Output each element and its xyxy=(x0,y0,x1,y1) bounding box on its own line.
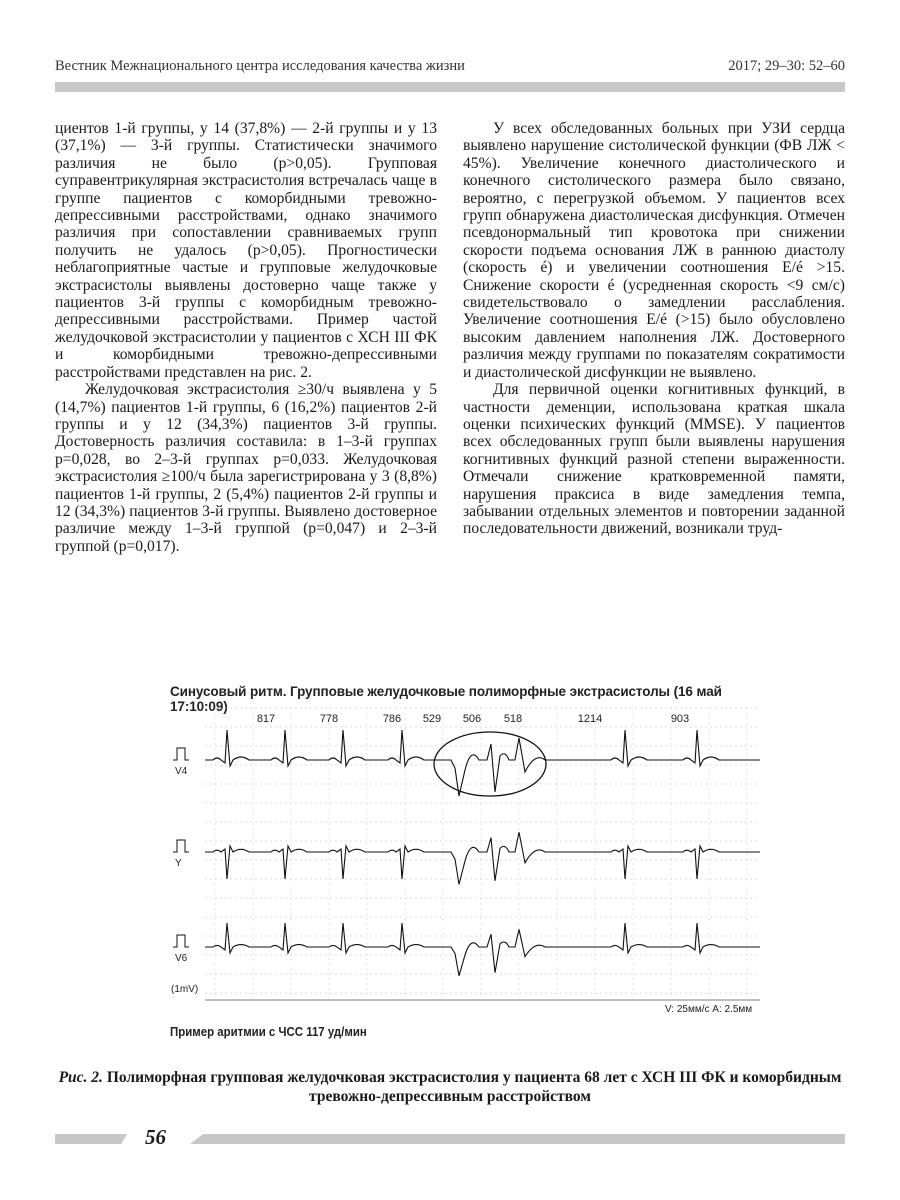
calibration-pulse xyxy=(173,935,189,947)
issue-info: 2017; 29–30: 52–60 xyxy=(728,58,845,74)
lead-labels xyxy=(173,748,189,964)
figure-note: Пример аритмии с ЧСС 117 уд/мин xyxy=(170,1024,367,1039)
page-number: 56 xyxy=(145,1125,166,1149)
right-column xyxy=(463,120,845,538)
ecg-figure xyxy=(165,684,760,1044)
ecg-traces xyxy=(205,730,760,976)
ecg-trace-v6 xyxy=(205,923,760,976)
ecg-trace-y xyxy=(205,832,760,884)
rr-interval-label: 529 xyxy=(422,713,442,725)
running-header xyxy=(55,58,845,80)
paragraph: У всех обследованных больных при УЗИ сердца выявлено нарушение систолической функции (ФВ ЛЖ < 45%). Увеличение конечного диастолического и конечного систолического размера было связано, вероятно, с перегрузкой объемом. У пациентов всех групп обнаружена диастолическая дисфункция. Отмечен псевдонормальный тип кровотока при снижении скорости подъема основания ЛЖ в раннюю диастолу (скорость é) и увеличении соотношения E/é >15. Снижение скорости é (усредненная скорость <9 см/с) свидетельствовало о замедлении расслабления. Увеличение соотношения E/é (>15) было обусловлено высоким давлением наполнения ЛЖ. Достоверного различия между группами по показателям сократимости и диастолической дисфункции не выявлено. xyxy=(463,120,845,381)
rr-labels xyxy=(257,713,689,725)
figure-number: Рис. 2. xyxy=(58,1069,103,1086)
caption-text: Полиморфная групповая желудочковая экстрасистолия у пациента 68 лет с ХСН III ФК и коморбидным тревожно-депрессивным расстройством xyxy=(106,1069,842,1105)
footer-rule-left xyxy=(55,1134,127,1144)
ecg-trace-v4 xyxy=(205,730,760,796)
calibration-pulse xyxy=(173,748,189,760)
rr-interval-label: 778 xyxy=(319,713,339,725)
paragraph: циентов 1-й группы, у 14 (37,8%) — 2-й группы и у 13 (37,1%) — 3-й группы. Статистически значимого различия не было (p>0,05). Групповая суправентрикулярная экстрасистолия встречалась чаще в группе пациентов с коморбидными тревожно-депрессивными расстройствами, однако значимого различия при сопоставлении сравниваемых групп получить не удалось (p>0,05). Прогностически неблагоприятные частые и групповые желудочковые экстрасистолы выявлены достоверно чаще также у пациентов 3-й группы с коморбидным тревожно-депрессивными расстройствами. Пример частой желудочковой экстрасистолии у пациентов с ХСН III ФК и коморбидными тревожно-депрессивными расстройствами представлен на рис. 2. xyxy=(55,120,437,381)
rr-interval-label: 786 xyxy=(382,713,402,725)
rr-interval-label: 817 xyxy=(256,713,276,725)
scale-label: V: 25мм/с A: 2.5мм xyxy=(665,1004,753,1015)
paragraph: Для первичной оценки когнитивных функций, в частности деменции, использована краткая шкала оценки психических функций (MMSE). У пациентов всех обследованных групп были выявлены нарушения когнитивных функций разной степени выраженности. Отмечали снижение кратковременной памяти, нарушения праксиса в виде замедления темпа, забывании отдельных элементов и повторении заданной последовательности движений, возникали труд- xyxy=(463,381,845,538)
paragraph: Желудочковая экстрасистолия ≥30/ч выявлена у 5 (14,7%) пациентов 1-й группы, 6 (16,2%) пациентов 2-й группы и у 12 (34,3%) пациентов 3-й группы. Достоверность различия составила: в 1–3-й группах p=0,028, во 2–3-й группах p=0,033. Желудочковая экстрасистолия ≥100/ч была зарегистрирована у 3 (8,8%) пациентов 1-й группы, 2 (5,4%) пациентов 2-й группы и 12 (34,3%) пациентов 3-й группы. Выявлено достоверное различие между 1–3-й группой (p=0,047) и 2–3-й группой (p=0,017). xyxy=(55,381,437,555)
rr-interval-label: 1214 xyxy=(577,713,603,725)
figure-caption xyxy=(55,1068,845,1106)
journal-title: Вестник Межнационального центра исследования качества жизни xyxy=(55,58,465,74)
rr-interval-label: 903 xyxy=(670,713,690,725)
calibration-label: (1mV) xyxy=(171,984,199,995)
figure-title: Синусовый ритм. Групповые желудочковые полиморфные экстрасистолы (16 май 17:10:09) xyxy=(170,684,722,714)
footer-rule-right xyxy=(190,1134,845,1144)
calibration-pulse xyxy=(173,840,189,852)
header-rule xyxy=(55,82,845,92)
lead-label: V4 xyxy=(175,766,188,777)
ecg-grid xyxy=(205,708,760,998)
left-column xyxy=(55,120,437,555)
ecg-strip xyxy=(165,702,760,1022)
lead-label: Y xyxy=(175,858,182,869)
rr-interval-label: 506 xyxy=(462,713,482,725)
lead-label: V6 xyxy=(175,953,188,964)
rr-interval-label: 518 xyxy=(503,713,523,725)
